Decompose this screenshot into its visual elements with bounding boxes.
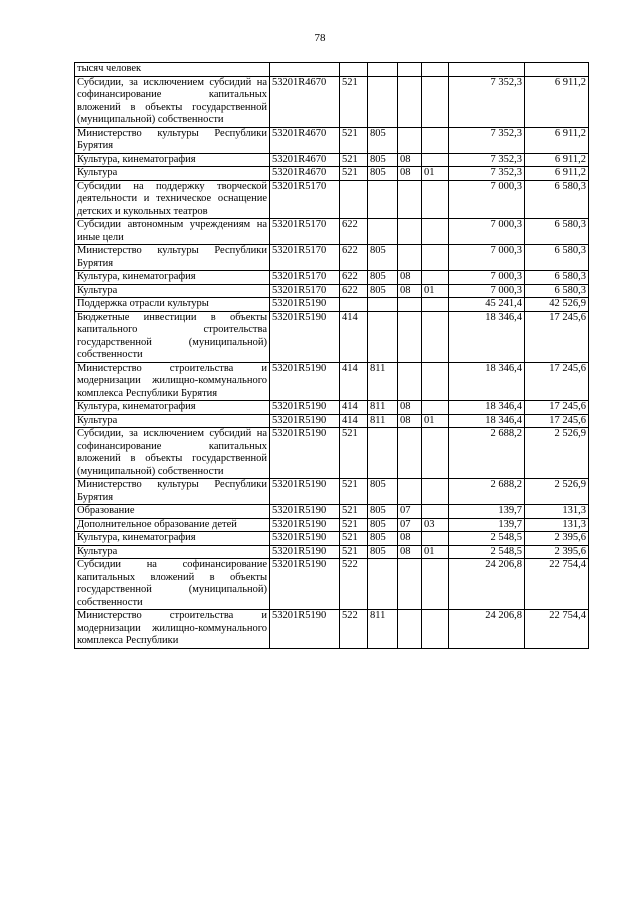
table-row [75, 362, 589, 401]
subsection-code-cell: 01 [422, 414, 449, 428]
administrator-code-cell [368, 180, 398, 219]
subsection-code-cell [422, 76, 449, 127]
table-row [75, 610, 589, 649]
table-body [75, 63, 589, 649]
subsection-code-cell [422, 63, 449, 77]
row-name-cell: Министерство культуры Республики Бурятия [75, 127, 270, 153]
row-name-cell: Культура [75, 414, 270, 428]
expense-type-cell: 414 [340, 414, 368, 428]
subsection-code-cell [422, 610, 449, 649]
section-code-cell [398, 76, 422, 127]
administrator-code-cell [368, 76, 398, 127]
administrator-code-cell: 805 [368, 271, 398, 285]
expense-type-cell: 521 [340, 127, 368, 153]
target-article-code-cell: 53201R5170 [270, 180, 340, 219]
section-code-cell: 08 [398, 284, 422, 298]
target-article-code-cell [270, 63, 340, 77]
row-name-cell: Культура [75, 167, 270, 181]
amount-second-year-cell: 2 395,6 [525, 532, 589, 546]
target-article-code-cell: 53201R5190 [270, 532, 340, 546]
amount-first-year-cell: 139,7 [449, 518, 525, 532]
amount-first-year-cell: 18 346,4 [449, 401, 525, 415]
amount-first-year-cell: 18 346,4 [449, 362, 525, 401]
amount-second-year-cell: 2 395,6 [525, 545, 589, 559]
amount-second-year-cell: 6 580,3 [525, 180, 589, 219]
amount-first-year-cell: 7 352,3 [449, 76, 525, 127]
amount-second-year-cell: 6 911,2 [525, 167, 589, 181]
subsection-code-cell [422, 401, 449, 415]
table-row [75, 167, 589, 181]
administrator-code-cell: 805 [368, 167, 398, 181]
subsection-code-cell [422, 532, 449, 546]
amount-second-year-cell: 6 911,2 [525, 153, 589, 167]
administrator-code-cell [368, 559, 398, 610]
row-name-cell: Министерство строительства и модернизации жилищно-коммунального комплекса Республики Бурятия [75, 362, 270, 401]
administrator-code-cell: 805 [368, 153, 398, 167]
expense-type-cell: 521 [340, 518, 368, 532]
subsection-code-cell [422, 271, 449, 285]
amount-second-year-cell: 131,3 [525, 518, 589, 532]
row-name-cell: Субсидии на поддержку творческой деятельности и техническое оснащение детских и кукольных театров [75, 180, 270, 219]
target-article-code-cell: 53201R5190 [270, 414, 340, 428]
table-row [75, 479, 589, 505]
expense-type-cell: 521 [340, 428, 368, 479]
subsection-code-cell: 01 [422, 284, 449, 298]
table-row [75, 298, 589, 312]
expense-type-cell: 521 [340, 532, 368, 546]
amount-first-year-cell: 45 241,4 [449, 298, 525, 312]
row-name-cell: Министерство строительства и модернизации жилищно-коммунального комплекса Республики [75, 610, 270, 649]
section-code-cell: 07 [398, 505, 422, 519]
expense-type-cell: 521 [340, 76, 368, 127]
target-article-code-cell: 53201R4670 [270, 76, 340, 127]
table-row [75, 518, 589, 532]
amount-first-year-cell: 7 000,3 [449, 284, 525, 298]
section-code-cell: 08 [398, 167, 422, 181]
budget-table [74, 62, 589, 649]
amount-first-year-cell: 24 206,8 [449, 610, 525, 649]
amount-second-year-cell: 6 911,2 [525, 76, 589, 127]
subsection-code-cell [422, 362, 449, 401]
table-row [75, 63, 589, 77]
amount-first-year-cell: 24 206,8 [449, 559, 525, 610]
section-code-cell [398, 428, 422, 479]
administrator-code-cell: 805 [368, 532, 398, 546]
table-row [75, 76, 589, 127]
expense-type-cell: 522 [340, 559, 368, 610]
amount-second-year-cell: 17 245,6 [525, 362, 589, 401]
row-name-cell: Дополнительное образование детей [75, 518, 270, 532]
row-name-cell: Министерство культуры Республики Бурятия [75, 479, 270, 505]
section-code-cell: 08 [398, 401, 422, 415]
subsection-code-cell [422, 479, 449, 505]
row-name-cell: Культура, кинематография [75, 532, 270, 546]
section-code-cell: 07 [398, 518, 422, 532]
target-article-code-cell: 53201R5170 [270, 284, 340, 298]
expense-type-cell: 521 [340, 153, 368, 167]
administrator-code-cell: 805 [368, 505, 398, 519]
administrator-code-cell: 811 [368, 362, 398, 401]
table-row [75, 559, 589, 610]
row-name-cell: Субсидии на софинансирование капитальных вложений в объекты государственной (муниципальной) собственности [75, 559, 270, 610]
administrator-code-cell: 811 [368, 414, 398, 428]
administrator-code-cell: 805 [368, 127, 398, 153]
table-row [75, 428, 589, 479]
amount-second-year-cell: 6 580,3 [525, 271, 589, 285]
administrator-code-cell: 811 [368, 401, 398, 415]
table-row [75, 271, 589, 285]
section-code-cell [398, 63, 422, 77]
target-article-code-cell: 53201R5190 [270, 505, 340, 519]
section-code-cell [398, 362, 422, 401]
expense-type-cell: 622 [340, 284, 368, 298]
target-article-code-cell: 53201R4670 [270, 127, 340, 153]
expense-type-cell: 521 [340, 167, 368, 181]
administrator-code-cell: 805 [368, 518, 398, 532]
expense-type-cell: 414 [340, 401, 368, 415]
administrator-code-cell: 805 [368, 545, 398, 559]
subsection-code-cell [422, 311, 449, 362]
subsection-code-cell [422, 559, 449, 610]
subsection-code-cell [422, 180, 449, 219]
amount-second-year-cell: 6 911,2 [525, 127, 589, 153]
amount-second-year-cell: 6 580,3 [525, 284, 589, 298]
amount-first-year-cell: 7 000,3 [449, 245, 525, 271]
amount-second-year-cell: 2 526,9 [525, 479, 589, 505]
subsection-code-cell [422, 219, 449, 245]
section-code-cell: 08 [398, 153, 422, 167]
amount-first-year-cell: 2 548,5 [449, 532, 525, 546]
amount-first-year-cell: 7 000,3 [449, 219, 525, 245]
section-code-cell [398, 559, 422, 610]
expense-type-cell: 521 [340, 505, 368, 519]
row-name-cell: Культура, кинематография [75, 153, 270, 167]
target-article-code-cell: 53201R5190 [270, 298, 340, 312]
amount-first-year-cell: 7 000,3 [449, 180, 525, 219]
subsection-code-cell [422, 127, 449, 153]
expense-type-cell: 414 [340, 311, 368, 362]
table-row [75, 219, 589, 245]
amount-second-year-cell: 131,3 [525, 505, 589, 519]
section-code-cell [398, 311, 422, 362]
amount-second-year-cell: 17 245,6 [525, 311, 589, 362]
amount-first-year-cell: 18 346,4 [449, 414, 525, 428]
administrator-code-cell [368, 63, 398, 77]
table-row [75, 311, 589, 362]
expense-type-cell: 414 [340, 362, 368, 401]
amount-first-year-cell: 7 352,3 [449, 153, 525, 167]
expense-type-cell [340, 180, 368, 219]
subsection-code-cell [422, 298, 449, 312]
row-name-cell: Культура, кинематография [75, 401, 270, 415]
expense-type-cell: 522 [340, 610, 368, 649]
amount-second-year-cell [525, 63, 589, 77]
row-name-cell: Культура [75, 545, 270, 559]
expense-type-cell: 622 [340, 219, 368, 245]
amount-second-year-cell: 42 526,9 [525, 298, 589, 312]
target-article-code-cell: 53201R5190 [270, 401, 340, 415]
amount-second-year-cell: 2 526,9 [525, 428, 589, 479]
administrator-code-cell [368, 219, 398, 245]
table-row [75, 180, 589, 219]
section-code-cell: 08 [398, 271, 422, 285]
section-code-cell [398, 610, 422, 649]
administrator-code-cell: 805 [368, 245, 398, 271]
table-row [75, 414, 589, 428]
row-name-cell: Бюджетные инвестиции в объекты капитального строительства государственной (муниципальной) собственности [75, 311, 270, 362]
target-article-code-cell: 53201R5190 [270, 559, 340, 610]
target-article-code-cell: 53201R4670 [270, 167, 340, 181]
amount-second-year-cell: 17 245,6 [525, 401, 589, 415]
administrator-code-cell: 811 [368, 610, 398, 649]
subsection-code-cell [422, 505, 449, 519]
administrator-code-cell [368, 298, 398, 312]
amount-second-year-cell: 6 580,3 [525, 245, 589, 271]
amount-first-year-cell [449, 63, 525, 77]
subsection-code-cell: 01 [422, 545, 449, 559]
section-code-cell: 08 [398, 532, 422, 546]
target-article-code-cell: 53201R5190 [270, 362, 340, 401]
amount-second-year-cell: 22 754,4 [525, 559, 589, 610]
row-name-cell: Поддержка отрасли культуры [75, 298, 270, 312]
section-code-cell [398, 127, 422, 153]
amount-first-year-cell: 2 548,5 [449, 545, 525, 559]
target-article-code-cell: 53201R5190 [270, 610, 340, 649]
target-article-code-cell: 53201R5170 [270, 219, 340, 245]
table-row [75, 545, 589, 559]
table-row [75, 401, 589, 415]
section-code-cell [398, 298, 422, 312]
section-code-cell: 08 [398, 545, 422, 559]
section-code-cell [398, 245, 422, 271]
table-row [75, 532, 589, 546]
administrator-code-cell [368, 428, 398, 479]
target-article-code-cell: 53201R4670 [270, 153, 340, 167]
row-name-cell: Министерство культуры Республики Бурятия [75, 245, 270, 271]
table-row [75, 153, 589, 167]
expense-type-cell: 622 [340, 245, 368, 271]
target-article-code-cell: 53201R5190 [270, 428, 340, 479]
row-name-cell: Образование [75, 505, 270, 519]
expense-type-cell: 521 [340, 545, 368, 559]
amount-first-year-cell: 7 352,3 [449, 167, 525, 181]
subsection-code-cell [422, 245, 449, 271]
page-number: 78 [314, 32, 326, 44]
section-code-cell [398, 180, 422, 219]
amount-second-year-cell: 6 580,3 [525, 219, 589, 245]
row-name-cell: тысяч человек [75, 63, 270, 77]
amount-first-year-cell: 18 346,4 [449, 311, 525, 362]
section-code-cell [398, 219, 422, 245]
row-name-cell: Субсидии, за исключением субсидий на софинансирование капитальных вложений в объекты государственной (муниципальной) собственности [75, 428, 270, 479]
row-name-cell: Субсидии автономным учреждениям на иные цели [75, 219, 270, 245]
amount-first-year-cell: 2 688,2 [449, 479, 525, 505]
subsection-code-cell [422, 153, 449, 167]
amount-first-year-cell: 139,7 [449, 505, 525, 519]
table-row [75, 505, 589, 519]
target-article-code-cell: 53201R5190 [270, 311, 340, 362]
amount-second-year-cell: 17 245,6 [525, 414, 589, 428]
amount-first-year-cell: 2 688,2 [449, 428, 525, 479]
target-article-code-cell: 53201R5170 [270, 271, 340, 285]
target-article-code-cell: 53201R5190 [270, 479, 340, 505]
administrator-code-cell [368, 311, 398, 362]
table-row [75, 245, 589, 271]
section-code-cell [398, 479, 422, 505]
row-name-cell: Субсидии, за исключением субсидий на софинансирование капитальных вложений в объекты государственной (муниципальной) собственности [75, 76, 270, 127]
row-name-cell: Культура [75, 284, 270, 298]
target-article-code-cell: 53201R5190 [270, 518, 340, 532]
section-code-cell: 08 [398, 414, 422, 428]
table-row [75, 284, 589, 298]
amount-second-year-cell: 22 754,4 [525, 610, 589, 649]
target-article-code-cell: 53201R5170 [270, 245, 340, 271]
table-row [75, 127, 589, 153]
subsection-code-cell: 01 [422, 167, 449, 181]
expense-type-cell [340, 63, 368, 77]
subsection-code-cell: 03 [422, 518, 449, 532]
subsection-code-cell [422, 428, 449, 479]
administrator-code-cell: 805 [368, 284, 398, 298]
target-article-code-cell: 53201R5190 [270, 545, 340, 559]
amount-first-year-cell: 7 352,3 [449, 127, 525, 153]
amount-first-year-cell: 7 000,3 [449, 271, 525, 285]
expense-type-cell: 521 [340, 479, 368, 505]
expense-type-cell: 622 [340, 271, 368, 285]
expense-type-cell [340, 298, 368, 312]
administrator-code-cell: 805 [368, 479, 398, 505]
row-name-cell: Культура, кинематография [75, 271, 270, 285]
